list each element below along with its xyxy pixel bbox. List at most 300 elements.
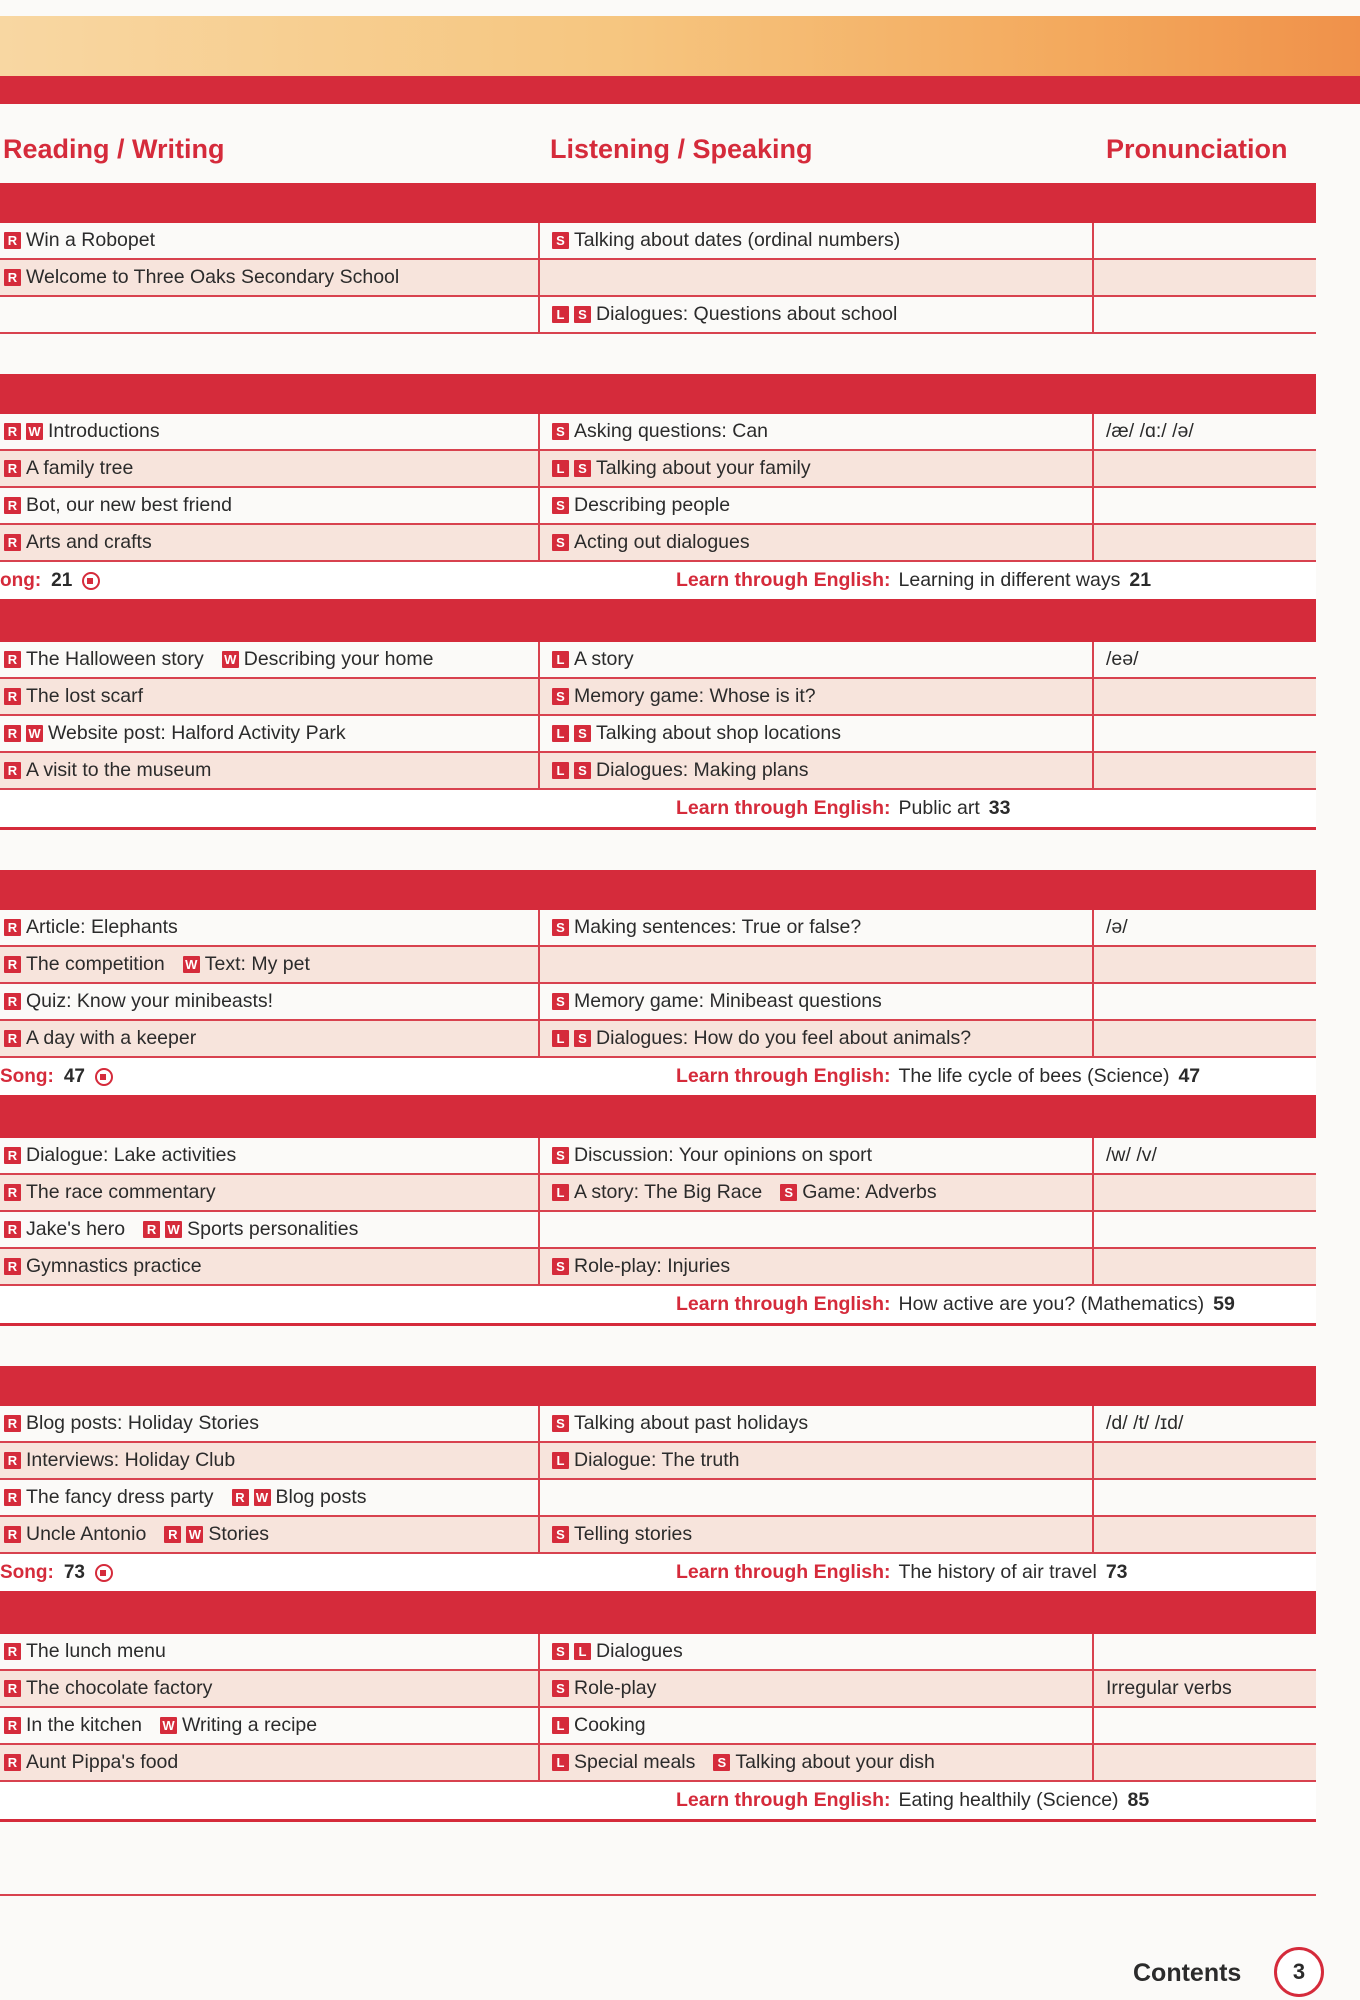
song-label: Song: [0,1561,54,1583]
listening-speaking-cell [538,753,1092,788]
skill-badge-r: R [4,1030,21,1047]
activity-entry [552,457,811,480]
table-row [0,947,1316,984]
table-row [0,297,1316,334]
reading-writing-cell [0,1212,538,1247]
pronunciation-cell [1092,1517,1316,1552]
reading-writing-cell [0,1634,538,1669]
skill-badge-s: S [574,460,591,477]
activity-label: A story: The Big Race [574,1181,763,1203]
table-row [0,1406,1316,1443]
table-row [0,1480,1316,1517]
reading-writing-cell [0,716,538,751]
song-reference [0,1554,113,1591]
activity-label: Acting out dialogues [574,531,750,553]
activity-label: Article: Elephants [26,916,178,938]
unit-section [0,1366,1316,1594]
song-page: 73 [63,1561,85,1583]
activity-entry [4,1218,125,1241]
activity-label: Dialogues: How do you feel about animals? [596,1027,972,1049]
activity-entry [552,990,882,1013]
pronunciation-cell [1092,1745,1316,1780]
activity-entry [4,759,211,782]
lte-page: 47 [1178,1065,1201,1087]
activity-entry [552,494,730,517]
activity-entry [4,266,399,289]
table-row [0,260,1316,297]
skill-badge-r: R [4,1526,21,1543]
activity-label: Aunt Pippa's food [26,1751,179,1773]
table-row [0,1443,1316,1480]
activity-entry [4,1751,178,1774]
table-row [0,1138,1316,1175]
listening-speaking-cell [538,716,1092,751]
activity-label: Stories [208,1523,270,1545]
activity-label: A day with a keeper [26,1027,197,1049]
unit-section [0,602,1316,830]
activity-entry [4,685,143,708]
activity-entry [552,229,900,252]
activity-label: The lunch menu [26,1640,166,1662]
activity-entry [713,1751,934,1774]
table-row [0,1634,1316,1671]
activity-entry [4,722,346,745]
activity-label: The competition [26,953,165,975]
skill-badge-l: L [552,1452,569,1469]
lte-label: Learn through English: [676,1561,891,1583]
activity-label: Website post: Halford Activity Park [48,722,346,744]
listening-speaking-cell [538,947,1092,982]
unit-spacer [0,1326,1316,1366]
listening-speaking-cell [538,525,1092,560]
activity-entry [552,420,768,443]
activity-entry [552,1027,971,1050]
unit-section [0,1594,1316,1822]
lte-topic: Public art [898,797,980,819]
reading-writing-cell [0,223,538,258]
skill-badge-r: R [4,651,21,668]
pronunciation-cell [1092,753,1316,788]
audio-speaker-icon[interactable] [95,1068,113,1086]
activity-label: Cooking [574,1714,646,1736]
reading-writing-cell [0,1175,538,1210]
activity-entry [780,1181,936,1204]
activity-label: Describing your home [243,648,434,670]
lte-page: 73 [1105,1561,1128,1583]
activity-label: A family tree [26,457,134,479]
activity-label: Arts and crafts [26,531,152,553]
listening-speaking-cell [538,414,1092,449]
activity-label: Talking about past holidays [574,1412,809,1434]
pronunciation-cell: /eə/ [1092,642,1316,677]
activity-entry [4,1412,259,1435]
activity-label: Memory game: Whose is it? [574,685,816,707]
skill-badge-w: W [160,1717,177,1734]
skill-badge-s: S [552,1643,569,1660]
table-row [0,910,1316,947]
skill-badge-l: L [552,762,569,779]
header-reading-writing: Reading / Writing [3,134,225,164]
skill-badge-r: R [4,919,21,936]
activity-label: Dialogues: Making plans [596,759,809,781]
unit-header-bar [0,374,1316,414]
unit-header-bar [0,1098,1316,1138]
skill-badge-l: L [552,725,569,742]
table-row [0,1517,1316,1554]
skill-badge-r: R [4,232,21,249]
skill-badge-r: R [4,1415,21,1432]
top-red-stripe [0,76,1360,104]
activity-entry [552,531,750,554]
listening-speaking-cell [538,260,1092,295]
skill-badge-s: S [780,1184,797,1201]
unit-footer [0,1782,1316,1822]
skill-badge-l: L [552,1030,569,1047]
activity-label: Dialogues [596,1640,683,1662]
activity-entry [183,953,310,976]
activity-entry [232,1486,367,1509]
skill-badge-s: S [552,1147,569,1164]
pronunciation-cell: Irregular verbs [1092,1671,1316,1706]
activity-entry [4,1640,166,1663]
unit-footer [0,1286,1316,1326]
lte-label: Learn through English: [676,1065,891,1087]
lte-topic: Learning in different ways [898,569,1121,591]
lte-topic: How active are you? (Mathematics) [898,1293,1205,1315]
listening-speaking-cell [538,984,1092,1019]
skill-badge-w: W [165,1221,182,1238]
table-row [0,1175,1316,1212]
activity-entry [160,1714,317,1737]
table-row [0,1212,1316,1249]
table-row [0,642,1316,679]
contents-table-end [0,1852,1316,1896]
learn-through-english [676,1554,1128,1591]
lte-page: 59 [1213,1293,1235,1315]
reading-writing-cell [0,488,538,523]
reading-writing-cell [0,1021,538,1056]
skill-badge-r: R [4,762,21,779]
song-reference [0,1058,113,1095]
reading-writing-cell [0,753,538,788]
pronunciation-cell [1092,297,1316,332]
activity-label: The fancy dress party [26,1486,214,1508]
activity-entry [552,1677,656,1700]
pronunciation-cell: /w/ /v/ [1092,1138,1316,1173]
activity-entry [552,1751,695,1774]
activity-label: Quiz: Know your minibeasts! [26,990,274,1012]
skill-badge-s: S [552,993,569,1010]
song-label: ong: [0,569,42,591]
contents-label: Contents [1133,1959,1242,1987]
activity-label: Talking about shop locations [596,722,841,744]
unit-spacer [0,830,1316,870]
reading-writing-cell [0,1745,538,1780]
reading-writing-cell [0,679,538,714]
activity-label: Gymnastics practice [26,1255,202,1277]
reading-writing-cell [0,1138,538,1173]
skill-badge-l: L [552,460,569,477]
pronunciation-cell [1092,223,1316,258]
skill-badge-l: L [552,1717,569,1734]
skill-badge-s: S [552,688,569,705]
skill-badge-r: R [143,1221,160,1238]
header-pronunciation: Pronunciation [1106,134,1288,164]
activity-entry [4,990,273,1013]
unit-section [0,870,1316,1098]
listening-speaking-cell [538,1745,1092,1780]
activity-entry [552,1181,762,1204]
skill-badge-r: R [4,1754,21,1771]
unit-section [0,374,1316,602]
pronunciation-cell [1092,716,1316,751]
skill-badge-r: R [4,423,21,440]
activity-entry [552,1523,692,1546]
activity-entry [552,1714,646,1737]
activity-label: Writing a recipe [182,1714,318,1736]
activity-entry [552,916,861,939]
table-row [0,753,1316,790]
pronunciation-cell [1092,679,1316,714]
unit-footer [0,790,1316,830]
activity-label: Talking about dates (ordinal numbers) [574,229,901,251]
lte-label: Learn through English: [676,1789,891,1811]
lte-label: Learn through English: [676,1293,891,1315]
activity-entry [552,1412,808,1435]
activity-label: Talking about your family [596,457,811,479]
reading-writing-cell [0,260,538,295]
song-label: Song: [0,1065,54,1087]
reading-writing-cell [0,947,538,982]
pronunciation-cell [1092,1175,1316,1210]
activity-label: Blog posts: Holiday Stories [26,1412,260,1434]
lte-topic: The life cycle of bees (Science) [898,1065,1170,1087]
skill-badge-r: R [4,497,21,514]
skill-badge-r: R [4,1680,21,1697]
activity-label: Interviews: Holiday Club [26,1449,236,1471]
activity-entry [4,1523,146,1546]
reading-writing-cell [0,1249,538,1284]
activity-label: Text: My pet [204,953,310,975]
table-row [0,488,1316,525]
reading-writing-cell [0,414,538,449]
skill-badge-r: R [4,460,21,477]
pronunciation-cell [1092,488,1316,523]
reading-writing-cell [0,910,538,945]
pronunciation-cell [1092,260,1316,295]
table-row [0,984,1316,1021]
listening-speaking-cell [538,1406,1092,1441]
activity-label: Dialogue: The truth [574,1449,740,1471]
activity-label: Dialogues: Questions about school [596,303,898,325]
listening-speaking-cell [538,1175,1092,1210]
lte-page: 33 [988,797,1011,819]
activity-entry [552,722,841,745]
pronunciation-cell [1092,984,1316,1019]
learn-through-english [676,562,1151,599]
learn-through-english [676,1782,1149,1819]
activity-entry [4,229,155,252]
skill-badge-l: L [552,1184,569,1201]
unit-header-bar [0,1366,1316,1406]
skill-badge-s: S [552,919,569,936]
activity-entry [4,1027,196,1050]
pronunciation-cell [1092,1480,1316,1515]
table-row [0,451,1316,488]
skill-badge-r: R [232,1489,249,1506]
activity-label: The race commentary [26,1181,216,1203]
learn-through-english [676,790,1011,827]
listening-speaking-cell [538,223,1092,258]
reading-writing-cell [0,1708,538,1743]
page-number-badge: 3 [1274,1947,1324,1997]
activity-entry [4,916,178,939]
song-reference [0,562,100,599]
listening-speaking-cell [538,1480,1092,1515]
lte-page: 85 [1127,1789,1150,1811]
reading-writing-cell [0,1480,538,1515]
unit-spacer [0,334,1316,374]
activity-entry [4,531,152,554]
activity-entry [4,953,165,976]
skill-badge-l: L [552,651,569,668]
listening-speaking-cell [538,679,1092,714]
activity-entry [222,648,434,671]
listening-speaking-cell [538,1212,1092,1247]
learn-through-english [676,1286,1235,1323]
activity-label: Memory game: Minibeast questions [574,990,882,1012]
activity-label: Introductions [48,420,160,442]
activity-label: Describing people [574,494,731,516]
activity-label: Blog posts [275,1486,367,1508]
activity-entry [164,1523,269,1546]
table-row [0,414,1316,451]
unit-header-bar [0,1594,1316,1634]
reading-writing-cell [0,525,538,560]
pronunciation-cell: /æ/ /ɑ:/ /ə/ [1092,414,1316,449]
activity-label: Jake's hero [26,1218,126,1240]
unit-section [0,1098,1316,1326]
skill-badge-r: R [4,1643,21,1660]
listening-speaking-cell [538,1021,1092,1056]
pronunciation-cell [1092,525,1316,560]
listening-speaking-cell [538,910,1092,945]
lte-label: Learn through English: [676,797,891,819]
activity-entry [143,1218,358,1241]
listening-speaking-cell [538,1671,1092,1706]
listening-speaking-cell [538,1443,1092,1478]
skill-badge-s: S [552,1526,569,1543]
unit-footer [0,1058,1316,1098]
listening-speaking-cell [538,297,1092,332]
activity-label: Discussion: Your opinions on sport [574,1144,873,1166]
table-row [0,1249,1316,1286]
activity-entry [4,1449,235,1472]
listening-speaking-cell [538,1138,1092,1173]
activity-label: Welcome to Three Oaks Secondary School [26,266,400,288]
song-page: 21 [51,569,73,591]
contents-table [0,183,1316,1822]
skill-badge-s: S [574,1030,591,1047]
skill-badge-r: R [4,1147,21,1164]
audio-speaker-icon[interactable] [82,572,100,590]
pronunciation-cell [1092,1212,1316,1247]
skill-badge-r: R [4,1184,21,1201]
pronunciation-cell [1092,1634,1316,1669]
lte-page: 21 [1129,569,1152,591]
unit-header-bar [0,602,1316,642]
listening-speaking-cell [538,1708,1092,1743]
lte-topic: The history of air travel [898,1561,1097,1583]
activity-entry [552,759,808,782]
activity-label: Special meals [574,1751,696,1773]
activity-entry [552,1255,730,1278]
activity-label: Talking about your dish [735,1751,935,1773]
header-listening-speaking: Listening / Speaking [550,134,813,164]
reading-writing-cell [0,1406,538,1441]
activity-entry [4,1677,212,1700]
activity-label: A story [574,648,634,670]
activity-entry [552,1449,740,1472]
activity-entry [4,420,160,443]
table-row [0,1708,1316,1745]
skill-badge-s: S [574,725,591,742]
skill-badge-s: S [552,232,569,249]
pronunciation-cell [1092,1443,1316,1478]
activity-label: Win a Robopet [26,229,155,251]
skill-badge-s: S [713,1754,730,1771]
activity-label: Role-play: Injuries [574,1255,731,1277]
table-row [0,223,1316,260]
table-row [0,716,1316,753]
pronunciation-cell [1092,1021,1316,1056]
skill-badge-s: S [552,1415,569,1432]
skill-badge-r: R [4,1221,21,1238]
table-row [0,1745,1316,1782]
unit-header-bar [0,870,1316,910]
listening-speaking-cell [538,642,1092,677]
listening-speaking-cell [538,451,1092,486]
activity-label: Uncle Antonio [26,1523,147,1545]
skill-badge-w: W [26,725,43,742]
table-row [0,679,1316,716]
activity-label: Making sentences: True or false? [574,916,862,938]
reading-writing-cell [0,1443,538,1478]
activity-label: Role-play [574,1677,657,1699]
audio-speaker-icon[interactable] [95,1564,113,1582]
activity-entry [4,494,232,517]
skill-badge-w: W [26,423,43,440]
reading-writing-cell [0,1671,538,1706]
reading-writing-cell [0,984,538,1019]
activity-entry [4,1181,216,1204]
activity-label: Game: Adverbs [802,1181,937,1203]
listening-speaking-cell [538,1517,1092,1552]
activity-label: Dialogue: Lake activities [26,1144,237,1166]
activity-label: Asking questions: Can [574,420,769,442]
activity-label: Telling stories [574,1523,693,1545]
pronunciation-cell: /d/ /t/ /ɪd/ [1092,1406,1316,1441]
skill-badge-s: S [552,1680,569,1697]
activity-entry [4,457,133,480]
table-row [0,525,1316,562]
activity-entry [552,685,816,708]
skill-badge-l: L [574,1643,591,1660]
activity-entry [4,1255,202,1278]
skill-badge-w: W [183,956,200,973]
skill-badge-r: R [4,1452,21,1469]
skill-badge-r: R [4,1258,21,1275]
